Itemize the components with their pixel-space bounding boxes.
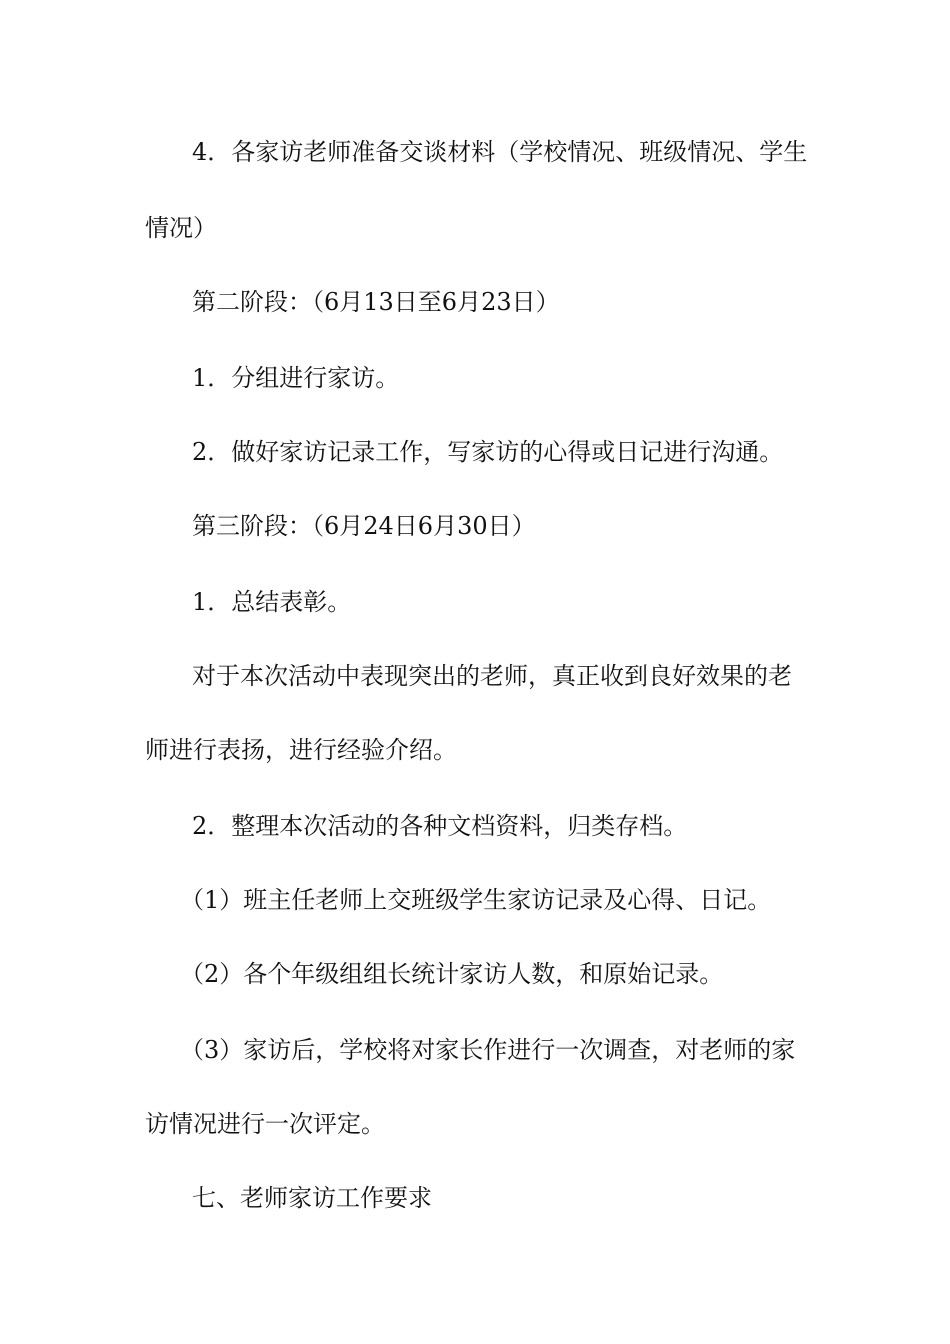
paragraph-stage-two-item-1: 1．分组进行家访。 <box>192 364 400 392</box>
paragraph-commendation-continuation: 师进行表扬，进行经验介绍。 <box>145 736 457 764</box>
paragraph-subitem-1: （1）班主任老师上交班级学生家访记录及心得、日记。 <box>180 886 772 914</box>
heading-stage-three: 第三阶段：（6月24日6月30日） <box>192 512 536 540</box>
paragraph-subitem-2: （2）各个年级组组长统计家访人数，和原始记录。 <box>180 960 724 988</box>
paragraph-commendation: 对于本次活动中表现突出的老师，真正收到良好效果的老 <box>192 662 792 690</box>
paragraph-item-4-prepare-materials: 4．各家访老师准备交谈材料（学校情况、班级情况、学生 <box>192 138 808 166</box>
paragraph-subitem-3-continuation: 访情况进行一次评定。 <box>145 1110 385 1138</box>
heading-stage-two: 第二阶段：（6月13日至6月23日） <box>192 288 560 316</box>
paragraph-item-4-continuation: 情况） <box>145 214 217 242</box>
paragraph-stage-two-item-2: 2．做好家访记录工作，写家访的心得或日记进行沟通。 <box>192 438 784 466</box>
heading-section-seven: 七、老师家访工作要求 <box>192 1184 432 1212</box>
paragraph-stage-three-item-1: 1．总结表彰。 <box>192 588 352 616</box>
paragraph-stage-three-item-2: 2．整理本次活动的各种文档资料，归类存档。 <box>192 812 688 840</box>
paragraph-subitem-3: （3）家访后，学校将对家长作进行一次调查，对老师的家 <box>180 1036 796 1064</box>
